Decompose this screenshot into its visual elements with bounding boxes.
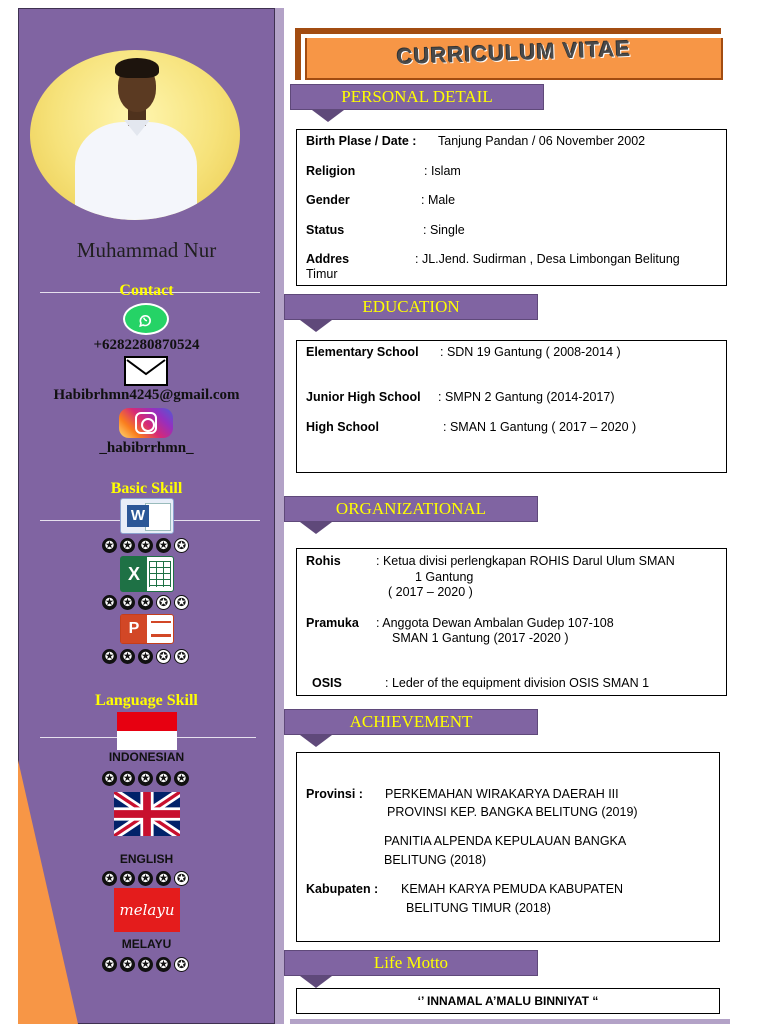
instagram-icon — [119, 408, 173, 438]
contact-title: Contact — [119, 282, 174, 299]
star-icon: ✪ — [120, 957, 135, 972]
provinsi-value: PERKEMAHAN WIRAKARYA DAERAH III — [385, 787, 619, 801]
rohis-value-cont: 1 Gantung — [415, 570, 474, 584]
star-icon: ✪ — [174, 538, 189, 553]
skill-rating-powerpoint — [102, 649, 192, 663]
pramuka-value-cont: SMAN 1 Gantung (2017 -2020 ) — [392, 631, 569, 645]
star-icon: ✪ — [174, 957, 189, 972]
section-education: EDUCATION — [284, 294, 538, 320]
address-label: Addres — [306, 252, 350, 266]
life-motto-text: ‘’ INNAMAL A’MALU BINNIYAT “ — [296, 988, 720, 1014]
profile-name: Muhammad Nur — [76, 238, 217, 262]
star-icon: ✪ — [156, 957, 171, 972]
osis-label: OSIS — [312, 676, 342, 690]
star-icon: ✪ — [102, 595, 117, 610]
star-icon: ✪ — [156, 871, 171, 886]
excel-icon: X — [120, 556, 174, 592]
gender-value: : Male — [421, 193, 456, 207]
status-value: : Single — [423, 223, 465, 237]
section-achievement: ACHIEVEMENT — [284, 709, 538, 735]
whatsapp-icon — [123, 303, 169, 335]
sidebar-stripe — [275, 8, 284, 1024]
provinsi-value-cont: PROVINSI KEP. BANGKA BELITUNG (2019) — [387, 805, 638, 819]
bottom-bar — [290, 1019, 730, 1024]
language-skill-title: Language Skill — [95, 692, 198, 709]
star-icon: ✪ — [138, 595, 153, 610]
osis-value: : Leder of the equipment division OSIS SMAN 1 — [385, 676, 650, 690]
rohis-value: : Ketua divisi perlengkapan ROHIS Darul Ulum SMAN — [376, 554, 675, 568]
page-title: CURRICULUM VITAE — [396, 35, 632, 70]
powerpoint-icon: P — [120, 614, 174, 644]
star-icon: ✪ — [174, 649, 189, 664]
star-icon: ✪ — [174, 595, 189, 610]
mail-icon — [124, 356, 168, 386]
religion-value: : Islam — [424, 164, 461, 178]
star-icon: ✪ — [138, 538, 153, 553]
star-icon: ✪ — [102, 538, 117, 553]
star-icon: ✪ — [174, 771, 189, 786]
kabupaten-label: Kabupaten : — [306, 882, 379, 896]
header-bar-side — [295, 28, 301, 80]
star-icon: ✪ — [102, 771, 117, 786]
provinsi-label: Provinsi : — [306, 787, 363, 801]
melayu-logo: melayu — [114, 888, 180, 932]
address-value: : JL.Jend. Sudirman , Desa Limbongan Belitung — [415, 252, 680, 266]
kabupaten-value-cont: BELITUNG TIMUR (2018) — [406, 901, 551, 915]
star-icon: ✪ — [120, 538, 135, 553]
language-rating-english — [102, 871, 192, 885]
language-label: ENGLISH — [119, 852, 174, 866]
language-label: MELAYU — [121, 937, 172, 951]
star-icon: ✪ — [120, 649, 135, 664]
indonesia-flag-icon — [117, 712, 177, 750]
education-box — [296, 340, 727, 473]
skill-rating-excel — [102, 595, 192, 609]
star-icon: ✪ — [102, 871, 117, 886]
rohis-label: Rohis — [306, 554, 341, 568]
address-value-cont: Timur — [306, 267, 338, 281]
section-pointer — [300, 320, 332, 332]
star-icon: ✪ — [120, 771, 135, 786]
section-pointer — [312, 110, 344, 122]
star-icon: ✪ — [138, 649, 153, 664]
panitia-value-cont: BELITUNG (2018) — [384, 853, 487, 867]
pramuka-label: Pramuka — [306, 616, 359, 630]
skill-rating-word — [102, 538, 192, 552]
birth-value: Tanjung Pandan / 06 November 2002 — [438, 134, 646, 148]
profile-photo — [30, 50, 240, 220]
word-icon: W — [120, 498, 174, 534]
star-icon: ✪ — [120, 595, 135, 610]
star-icon: ✪ — [102, 957, 117, 972]
language-rating-melayu — [102, 957, 192, 971]
language-rating-indonesian — [102, 771, 192, 785]
star-icon: ✪ — [156, 538, 171, 553]
section-organizational: ORGANIZATIONAL — [284, 496, 538, 522]
elementary-label: Elementary School — [306, 345, 419, 359]
star-icon: ✪ — [138, 771, 153, 786]
status-label: Status — [306, 223, 345, 237]
section-pointer — [300, 522, 332, 534]
star-icon: ✪ — [102, 649, 117, 664]
kabupaten-value: KEMAH KARYA PEMUDA KABUPATEN — [401, 882, 624, 896]
basic-skill-title: Basic Skill — [110, 480, 183, 497]
star-icon: ✪ — [174, 871, 189, 886]
religion-label: Religion — [306, 164, 356, 178]
star-icon: ✪ — [156, 595, 171, 610]
high-school-label: High School — [306, 420, 379, 434]
birth-label: Birth Plase / Date : — [306, 134, 417, 148]
contact-phone: +6282280870524 — [93, 337, 200, 353]
junior-value: : SMPN 2 Gantung (2014-2017) — [438, 390, 615, 404]
star-icon: ✪ — [120, 871, 135, 886]
section-pointer — [300, 735, 332, 747]
star-icon: ✪ — [156, 771, 171, 786]
header-bar — [295, 28, 721, 34]
pramuka-value: : Anggota Dewan Ambalan Gudep 107-108 — [376, 616, 614, 630]
gender-label: Gender — [306, 193, 350, 207]
uk-flag-icon — [114, 792, 180, 836]
star-icon: ✪ — [138, 871, 153, 886]
section-pointer — [300, 976, 332, 988]
high-school-value: : SMAN 1 Gantung ( 2017 – 2020 ) — [443, 420, 637, 434]
star-icon: ✪ — [156, 649, 171, 664]
star-icon: ✪ — [138, 957, 153, 972]
contact-email: Habibrhmn4245@gmail.com — [53, 387, 240, 403]
rohis-years: ( 2017 – 2020 ) — [388, 585, 473, 599]
elementary-value: : SDN 19 Gantung ( 2008-2014 ) — [440, 345, 621, 359]
section-life-motto: Life Motto — [284, 950, 538, 976]
contact-instagram: _habibrrhmn_ — [99, 440, 194, 456]
language-label: INDONESIAN — [108, 750, 185, 764]
panitia-value: PANITIA ALPENDA KEPULAUAN BANGKA — [384, 834, 627, 848]
section-personal-detail: PERSONAL DETAIL — [290, 84, 544, 110]
junior-label: Junior High School — [306, 390, 421, 404]
